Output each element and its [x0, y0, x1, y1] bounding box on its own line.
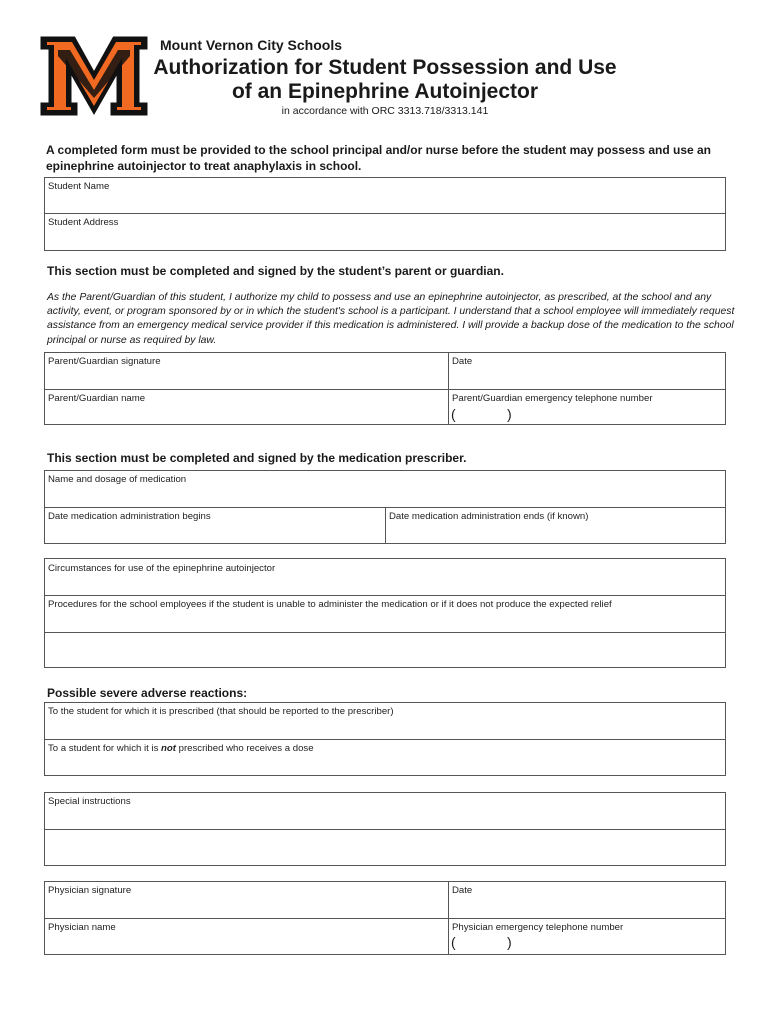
parent-section-heading: This section must be completed and signed by the student’s parent or guardian. — [47, 264, 504, 278]
student-name-field[interactable] — [45, 195, 725, 212]
physician-date-field[interactable] — [449, 899, 725, 917]
dosage-label: Name and dosage of medication — [48, 474, 187, 485]
parent-phone-field[interactable] — [460, 406, 725, 424]
physician-phone-field[interactable] — [460, 935, 725, 954]
adverse-prescribed-field[interactable] — [45, 720, 725, 738]
physician-signature-field[interactable] — [45, 899, 447, 917]
parent-name-field[interactable] — [45, 406, 447, 424]
circumstances-field[interactable] — [45, 577, 725, 594]
parent-phone-label: Parent/Guardian emergency telephone number — [452, 393, 653, 404]
physician-signature-label: Physician signature — [48, 885, 132, 896]
form-subtitle: in accordance with ORC 3313.718/3313.141 — [281, 105, 489, 117]
student-address-label: Student Address — [48, 217, 119, 228]
parent-phone-open-paren: ( — [451, 406, 456, 422]
end-date-field[interactable] — [386, 524, 725, 543]
begin-date-label: Date medication administration begins — [48, 511, 211, 522]
special-instructions-field[interactable] — [45, 810, 725, 865]
form-title-line1: Authorization for Student Possession and Use — [153, 56, 617, 79]
begin-date-field[interactable] — [45, 524, 384, 543]
adverse-heading: Possible severe adverse reactions: — [47, 686, 248, 700]
intro-text: A completed form must be provided to the school principal and/or nurse before the student may possess and use an epinephrine autoinjector to treat anaphylaxis in school. — [46, 143, 712, 173]
student-name-label: Student Name — [48, 181, 110, 192]
parent-date-label: Date — [452, 356, 473, 367]
physician-name-field[interactable] — [45, 935, 447, 954]
student-address-field[interactable] — [45, 231, 725, 250]
prescriber-section-heading: This section must be completed and signed by the medication prescriber. — [47, 451, 467, 465]
school-logo — [38, 34, 150, 118]
school-name: Mount Vernon City Schools — [160, 37, 343, 53]
physician-phone-open-paren: ( — [451, 934, 456, 950]
adverse-prescribed-label: To the student for which it is prescribed (that should be reported to the prescriber) — [48, 706, 394, 717]
procedures-label: Procedures for the school employees if the student is unable to administer the medication or if it does not produce the expected relief — [48, 599, 612, 610]
special-instructions-label: Special instructions — [48, 796, 131, 807]
physician-phone-close-paren: ) — [507, 934, 512, 950]
procedures-field[interactable] — [45, 613, 725, 667]
adverse-not-prescribed-label — [48, 743, 314, 754]
physician-date-label: Date — [452, 885, 473, 896]
parent-signature-label: Parent/Guardian signature — [48, 356, 161, 367]
circumstances-label: Circumstances for use of the epinephrine autoinjector — [48, 563, 276, 574]
parent-authorization-statement: As the Parent/Guardian of this student, I authorize my child to possess and use an epinephrine autoinjector, as prescribed, at the school and any activity, event, or program sponsored by or in which the student's school is a participant. I understand that a school employee will immediately request assistance from an emergency medical service provider if this medication is administered. I will provide a backup dose of the medication to the school principal or nurse as required by law. — [47, 292, 735, 346]
adverse-not-prescribed-post: prescribed who receives a dose — [175, 743, 314, 754]
dosage-field[interactable] — [45, 488, 725, 506]
end-date-label: Date medication administration ends (if known) — [389, 511, 589, 522]
parent-signature-field[interactable] — [45, 370, 447, 388]
form-title-line2: of an Epinephrine Autoinjector — [231, 80, 539, 103]
adverse-not-emphasis: not — [161, 743, 176, 754]
parent-phone-close-paren: ) — [507, 406, 512, 422]
parent-name-label: Parent/Guardian name — [48, 393, 146, 404]
physician-phone-label: Physician emergency telephone number — [452, 922, 624, 933]
adverse-not-prescribed-field[interactable] — [45, 757, 725, 775]
parent-date-field[interactable] — [449, 370, 725, 388]
physician-name-label: Physician name — [48, 922, 116, 933]
adverse-not-prescribed-pre: To a student for which it is — [48, 743, 162, 754]
